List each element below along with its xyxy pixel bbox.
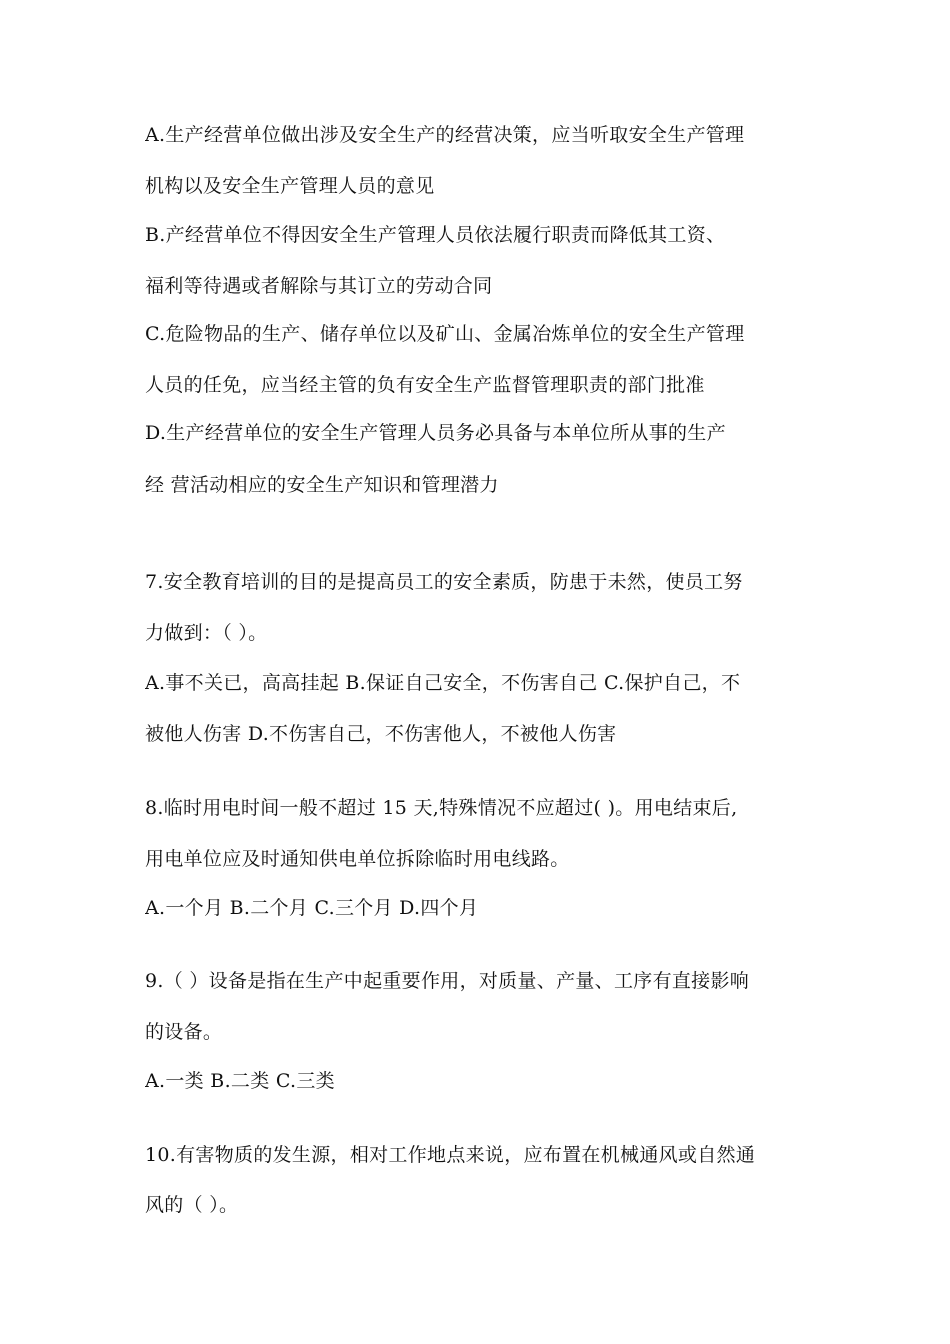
question-7-options-line-1: A.事不关已，高高挂起 B.保证自己安全，不伤害自己 C.保护自己，不 <box>145 672 741 694</box>
question-10-line-1: 10.有害物质的发生源，相对工作地点来说，应布置在机械通风或自然通 <box>145 1144 756 1166</box>
question-8-line-1: 8.临时用电时间一般不超过 15 天,特殊情况不应超过( )。用电结束后, <box>145 797 738 819</box>
option-6b-line-2: 福利等待遇或者解除与其订立的劳动合同 <box>145 275 493 297</box>
question-8-options: A.一个月 B.二个月 C.三个月 D.四个月 <box>145 897 479 919</box>
option-6a-line-1: A.生产经营单位做出涉及安全生产的经营决策，应当听取安全生产管理 <box>145 124 745 146</box>
question-7-line-2: 力做到：（ ）。 <box>145 622 268 644</box>
option-6b-line-1: B.产经营单位不得因安全生产管理人员依法履行职责而降低其工资、 <box>145 224 726 246</box>
question-7-options-line-2: 被他人伤害 D.不伤害自己，不伤害他人，不被他人伤害 <box>145 723 617 745</box>
option-6a-line-2: 机构以及安全生产管理人员的意见 <box>145 175 435 197</box>
option-6c-line-2: 人员的任免，应当经主管的负有安全生产监督管理职责的部门批准 <box>145 374 705 396</box>
question-9-line-2: 的设备。 <box>145 1021 223 1043</box>
option-6d-line-1: D.生产经营单位的安全生产管理人员务必具备与本单位所从事的生产 <box>145 422 726 444</box>
option-6c-line-1: C.危险物品的生产、储存单位以及矿山、金属冶炼单位的安全生产管理 <box>145 323 745 345</box>
question-10-line-2: 风的（ ）。 <box>145 1194 239 1216</box>
question-9-line-1: 9.（ ）设备是指在生产中起重要作用，对质量、产量、工序有直接影响 <box>145 970 750 992</box>
option-6d-line-2: 经 营活动相应的安全生产知识和管理潜力 <box>145 474 499 496</box>
question-9-options: A.一类 B.二类 C.三类 <box>145 1070 335 1092</box>
question-7-line-1: 7.安全教育培训的目的是提高员工的安全素质，防患于未然，使员工努 <box>145 571 743 593</box>
question-8-line-2: 用电单位应及时通知供电单位拆除临时用电线路。 <box>145 848 570 870</box>
